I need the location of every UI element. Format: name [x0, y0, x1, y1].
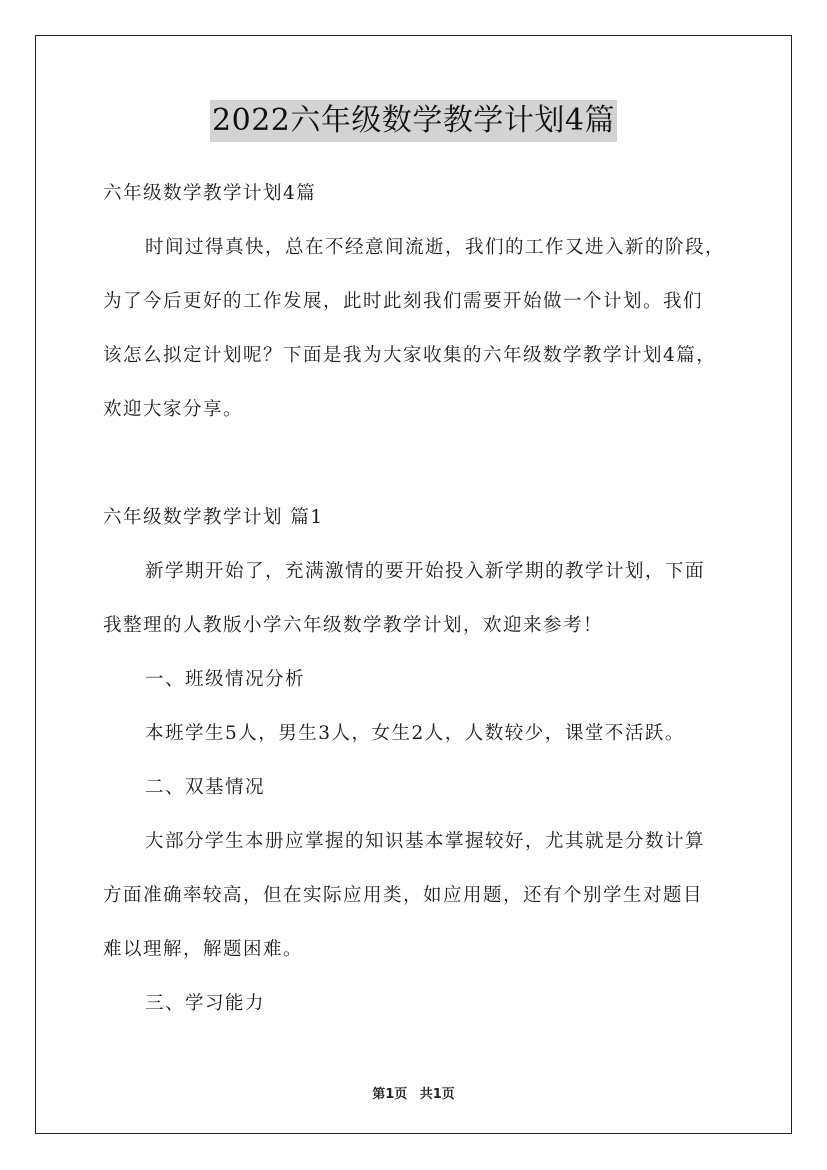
intro-line-4: 欢迎大家分享。	[103, 399, 244, 420]
subtitle: 六年级数学教学计划4篇	[103, 183, 317, 204]
basics-line-3: 难以理解，解题困难。	[103, 939, 304, 960]
class-info: 本班学生5人，男生3人，女生2人，人数较少，课堂不活跃。	[145, 723, 685, 744]
page-footer	[0, 1083, 827, 1102]
intro-line-2: 为了今后更好的工作发展，此时此刻我们需要开始做一个计划。我们	[103, 291, 704, 312]
heading-basics: 二、双基情况	[145, 777, 266, 798]
basics-line-1: 大部分学生本册应掌握的知识基本掌握较好，尤其就是分数计算	[145, 831, 706, 852]
intro-line-1: 时间过得真快，总在不经意间流逝，我们的工作又进入新的阶段，	[145, 237, 726, 258]
basics-line-2: 方面准确率较高，但在实际应用类，如应用题，还有个别学生对题目	[103, 885, 704, 906]
page-number: 第1页	[372, 1087, 408, 1102]
heading-learning-ability: 三、学习能力	[145, 993, 266, 1014]
para1-line-2: 我整理的人教版小学六年级数学教学计划，欢迎来参考！	[103, 615, 604, 636]
section-heading: 六年级数学教学计划 篇1	[103, 507, 324, 528]
heading-class-analysis: 一、班级情况分析	[145, 669, 306, 690]
intro-line-3: 该怎么拟定计划呢？下面是我为大家收集的六年级数学教学计划4篇，	[103, 345, 717, 366]
page-total: 共1页	[419, 1087, 455, 1102]
title-container	[0, 100, 827, 142]
document-title: 2022六年级数学教学计划4篇	[210, 100, 617, 142]
para1-line-1: 新学期开始了，充满激情的要开始投入新学期的教学计划，下面	[145, 561, 706, 582]
